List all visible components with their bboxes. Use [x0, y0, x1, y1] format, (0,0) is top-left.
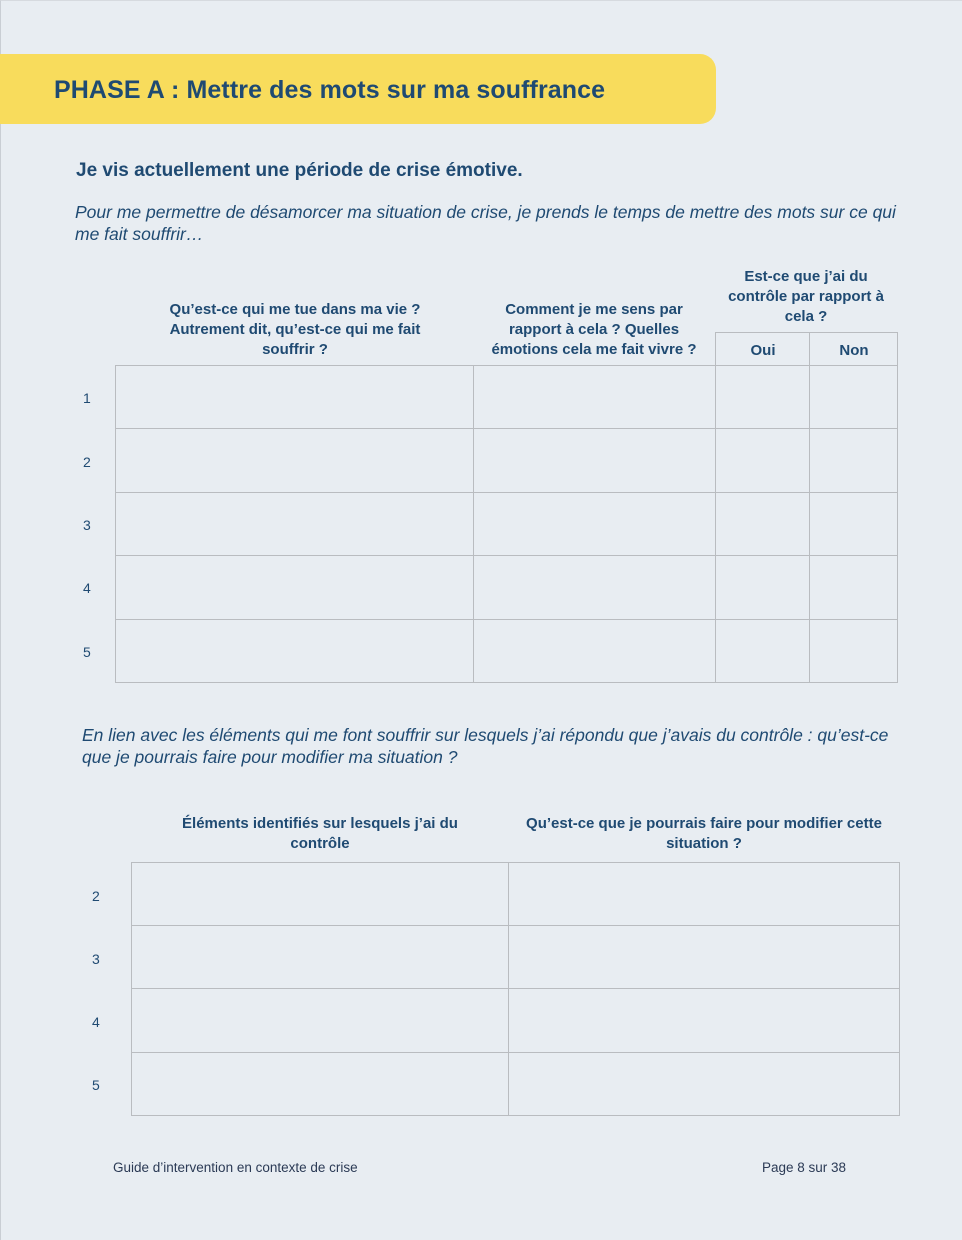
table1-row-number: 2: [83, 454, 91, 470]
table2-row-number: 4: [92, 1014, 100, 1030]
table1-r1-yes-cell[interactable]: [716, 366, 809, 428]
intro-text: Pour me permettre de désamorcer ma situation de crise, je prends le temps de mettre des mots sur ce qui me fait souffrir…: [75, 202, 896, 244]
table1-row-number: 4: [83, 580, 91, 596]
table1-r3-no-cell[interactable]: [810, 493, 897, 555]
table1-r4-yes-cell[interactable]: [716, 556, 809, 619]
table1-r1-emotion-cell[interactable]: [474, 366, 715, 428]
table1-col2-header: Comment je me sens par rapport à cela ? Quelles émotions cela me fait vivre ?: [491, 301, 697, 358]
intro-heading: Je vis actuellement une période de crise émotive.: [76, 160, 523, 181]
table1-yes-header: Oui: [750, 342, 776, 359]
table1-r3-emotion-cell[interactable]: [474, 493, 715, 555]
table1-r4-suffering-cell[interactable]: [116, 556, 473, 619]
table2-r3-element-cell[interactable]: [132, 926, 508, 988]
table1-r2-no-cell[interactable]: [810, 429, 897, 492]
table2-row-number: 3: [92, 951, 100, 967]
table1-r2-emotion-cell[interactable]: [474, 429, 715, 492]
table2-r4-element-cell[interactable]: [132, 989, 508, 1052]
table2-col2-header: Qu’est-ce que je pourrais faire pour modifier cette situation ?: [526, 815, 882, 852]
table1-r5-yes-cell[interactable]: [716, 620, 809, 682]
footer-guide-title: Guide d’intervention en contexte de crise: [113, 1160, 358, 1175]
table2-r5-element-cell[interactable]: [132, 1053, 508, 1115]
table1-r1-no-cell[interactable]: [810, 366, 897, 428]
table1-col1-header: Qu’est-ce qui me tue dans ma vie ? Autrement dit, qu’est-ce qui me fait souffrir ?: [169, 301, 421, 358]
table1-r2-yes-cell[interactable]: [716, 429, 809, 492]
table2-row-number: 2: [92, 888, 100, 904]
footer-page-number: Page 8 sur 38: [762, 1160, 847, 1175]
table1-r1-suffering-cell[interactable]: [116, 366, 473, 428]
table1-control-header: Est-ce que j’ai du contrôle par rapport à cela ?: [728, 268, 884, 325]
table1-row-number: 5: [83, 644, 91, 660]
table2-r4-action-cell[interactable]: [509, 989, 899, 1052]
table1-r5-emotion-cell[interactable]: [474, 620, 715, 682]
table2-r5-action-cell[interactable]: [509, 1053, 899, 1115]
table2-r3-action-cell[interactable]: [509, 926, 899, 988]
table1-r3-yes-cell[interactable]: [716, 493, 809, 555]
table2-r2-element-cell[interactable]: [132, 863, 508, 925]
table1-row-number: 1: [83, 390, 91, 406]
table1-r4-no-cell[interactable]: [810, 556, 897, 619]
table1-r3-suffering-cell[interactable]: [116, 493, 473, 555]
table2-col1-header: Éléments identifiés sur lesquels j’ai du contrôle: [182, 815, 458, 852]
phase-title: PHASE A : Mettre des mots sur ma souffrance: [54, 76, 606, 104]
table1-no-header: Non: [839, 342, 869, 359]
table1-r2-suffering-cell[interactable]: [116, 429, 473, 492]
table2-r2-action-cell[interactable]: [509, 863, 899, 925]
table2-row-number: 5: [92, 1077, 100, 1093]
table1-r4-emotion-cell[interactable]: [474, 556, 715, 619]
table1-r5-no-cell[interactable]: [810, 620, 897, 682]
section2-text: En lien avec les éléments qui me font souffrir sur lesquels j’ai répondu que j’avais du contrôle : qu’est-ce que je pourrais faire pour modifier ma situation ?: [82, 725, 889, 767]
table1-r5-suffering-cell[interactable]: [116, 620, 473, 682]
table1-row-number: 3: [83, 517, 91, 533]
